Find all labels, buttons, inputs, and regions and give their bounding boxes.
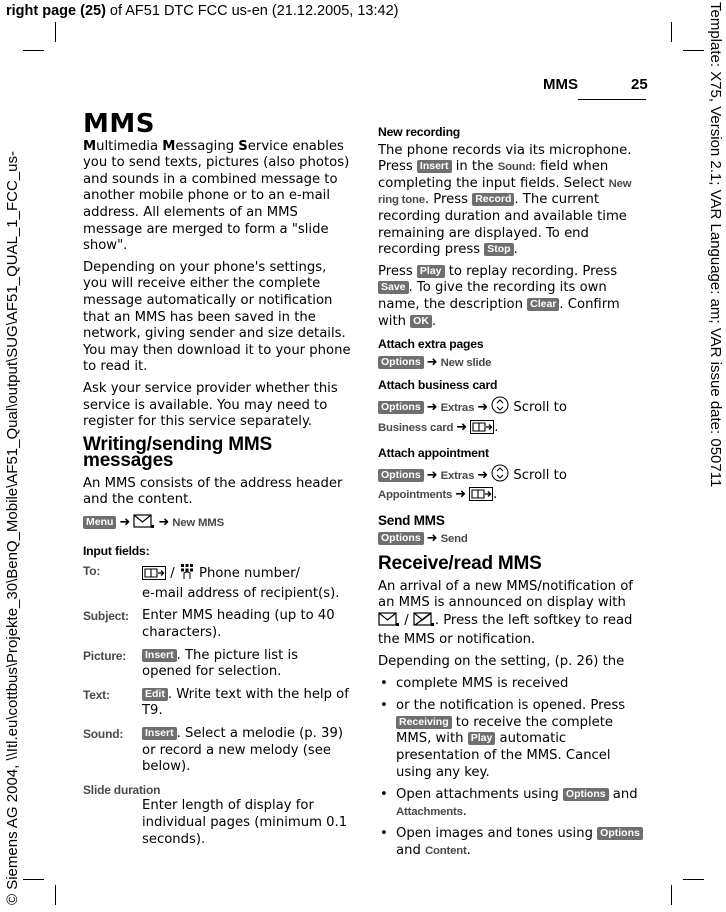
- depending-paragraph: Depending on the setting, (p. 26) the: [378, 654, 625, 670]
- arrow-icon: ➜: [456, 419, 468, 435]
- arrow-icon: ➜: [426, 467, 438, 483]
- menu-softkey: Menu: [83, 516, 116, 529]
- arrow-icon: ➜: [477, 399, 489, 415]
- mms-notification-icon: [413, 612, 435, 633]
- field-slide-duration: Slide duration Enter length of display for individual pages (minimum 0.1 seconds).: [83, 782, 348, 847]
- page-title: MMS: [83, 109, 155, 139]
- list-item: • complete MMS is received: [378, 676, 646, 693]
- field-label: To:: [83, 564, 101, 579]
- field-to: To: / Phone number/ e-mail address of recipient(s).: [83, 564, 340, 601]
- right-column: [378, 120, 646, 866]
- new-recording-heading: New recording: [378, 125, 461, 139]
- print-header-bold: right page (25): [6, 3, 106, 19]
- mms-envelope-icon: [378, 612, 400, 633]
- receive-list: [378, 676, 646, 860]
- recording-paragraph: The phone records via its microphone. Press Insert in the Sound: field when completing the input fields. Select New ring tone. Press Record . The current recording duration and available time remaining are displayed. To end recording press Stop .: [378, 142, 632, 258]
- new-mms-item: New MMS: [172, 517, 224, 530]
- arrow-icon: ➜: [477, 467, 489, 483]
- arrow-icon: ➜: [426, 354, 438, 370]
- send-heading: Send MMS: [378, 512, 445, 528]
- contacts-icon: [470, 420, 494, 440]
- crop-mark: [23, 50, 44, 51]
- arrow-icon: ➜: [426, 531, 438, 547]
- crop-mark: [55, 22, 56, 42]
- right-margin-text: Template: X75, Version 2.1; VAR Language: am; VAR issue date: 050711: [707, 2, 724, 488]
- field-picture: Picture: Insert . The picture list is opened for selection.: [83, 647, 299, 680]
- crop-mark: [671, 885, 672, 905]
- crop-mark: [671, 22, 672, 42]
- attach-card-heading: Attach business card: [378, 378, 498, 393]
- menu-path: [83, 514, 351, 535]
- receive-paragraph: An arrival of a new MMS/notification of an MMS is announced on display with / . Press the left softkey to read the MMS or notification.: [378, 578, 633, 648]
- crop-mark: [683, 879, 704, 880]
- header-rule: [578, 99, 646, 100]
- contacts-icon: [142, 566, 166, 586]
- arrow-icon: ➜: [455, 487, 467, 503]
- send-path: Options ➜ Send: [378, 531, 646, 548]
- left-margin-text: © Siemens AG 2004, \\Itl.eu\cottbus\Projekte_30\BenQ_Mobile\AF51_Qual\output\SUG\AF51_QUAL_1_FCC_us-: [4, 151, 21, 905]
- field-text: Text: Edit . Write text with the help of T9.: [83, 686, 349, 719]
- playback-paragraph: Press Play to replay recording. Press Save . To give the recording its own name, the description Clear . Confirm with OK .: [378, 263, 620, 329]
- running-header-page: 25: [631, 76, 648, 93]
- list-item: • or the notification is opened. Press Receiving to receive the complete MMS, with Play automatic presentation of the MMS. Cancel using any key.: [378, 698, 646, 781]
- print-header-rest: of AF51 DTC FCC us-en (21.12.2005, 13:42): [105, 3, 399, 19]
- insert-softkey: Insert: [142, 727, 177, 740]
- print-header: [6, 3, 398, 19]
- navkey-icon: [491, 464, 509, 488]
- attach-appt-path: Options ➜ Extras ➜ Scroll to Appointments ➜ .: [378, 464, 646, 507]
- arrow-icon: ➜: [158, 515, 170, 531]
- crop-mark: [683, 50, 704, 51]
- envelope-icon: [133, 514, 155, 535]
- field-subject: Subject: Enter MMS heading (up to 40 characters).: [83, 608, 335, 641]
- running-header-section: MMS: [543, 76, 578, 93]
- edit-softkey: Edit: [142, 688, 168, 701]
- crop-mark: [23, 879, 44, 880]
- field-sound: Sound: Insert . Select a melodie (p. 39) or record a new melody (see below).: [83, 726, 343, 775]
- attach-appt-heading: Attach appointment: [378, 446, 489, 461]
- intro-paragraph: Multimedia Messaging Service enables you to send texts, pictures (also photos) and sounds in a combined message to another mobile phone or to an e-mail address. All elements of an MMS message are merged to form a "slide show".: [83, 138, 350, 254]
- writing-text: An MMS consists of the address header and the content.: [83, 475, 343, 508]
- insert-softkey: Insert: [142, 649, 177, 662]
- crop-mark: [55, 885, 56, 905]
- input-fields-label: Input fields:: [83, 543, 150, 558]
- list-item: • Open images and tones using Options and Content.: [378, 826, 646, 859]
- settings-paragraph: Depending on your phone's settings, you will receive either the complete message automatically or notification that an MMS has been saved in the network, giving sender and size details. You may then download it to your phone to read it.: [83, 259, 351, 375]
- arrow-icon: ➜: [426, 399, 438, 415]
- navkey-icon: [491, 396, 509, 420]
- keypad-icon: [179, 563, 195, 586]
- list-item: • Open attachments using Options and Attachments.: [378, 787, 646, 820]
- attach-pages-path: Options ➜ New slide: [378, 355, 646, 372]
- attach-pages-heading: Attach extra pages: [378, 337, 484, 352]
- arrow-icon: ➜: [119, 515, 131, 531]
- provider-paragraph: Ask your service provider whether this service is available. You may need to register for this service separately.: [83, 380, 338, 430]
- attach-card-path: Options ➜ Extras ➜ Scroll to Business card ➜ .: [378, 396, 646, 439]
- left-column: [83, 109, 351, 848]
- receive-heading: Receive/read MMS: [378, 553, 542, 575]
- writing-heading: Writing/sending MMS messages: [83, 433, 273, 472]
- contacts-icon: [469, 487, 493, 507]
